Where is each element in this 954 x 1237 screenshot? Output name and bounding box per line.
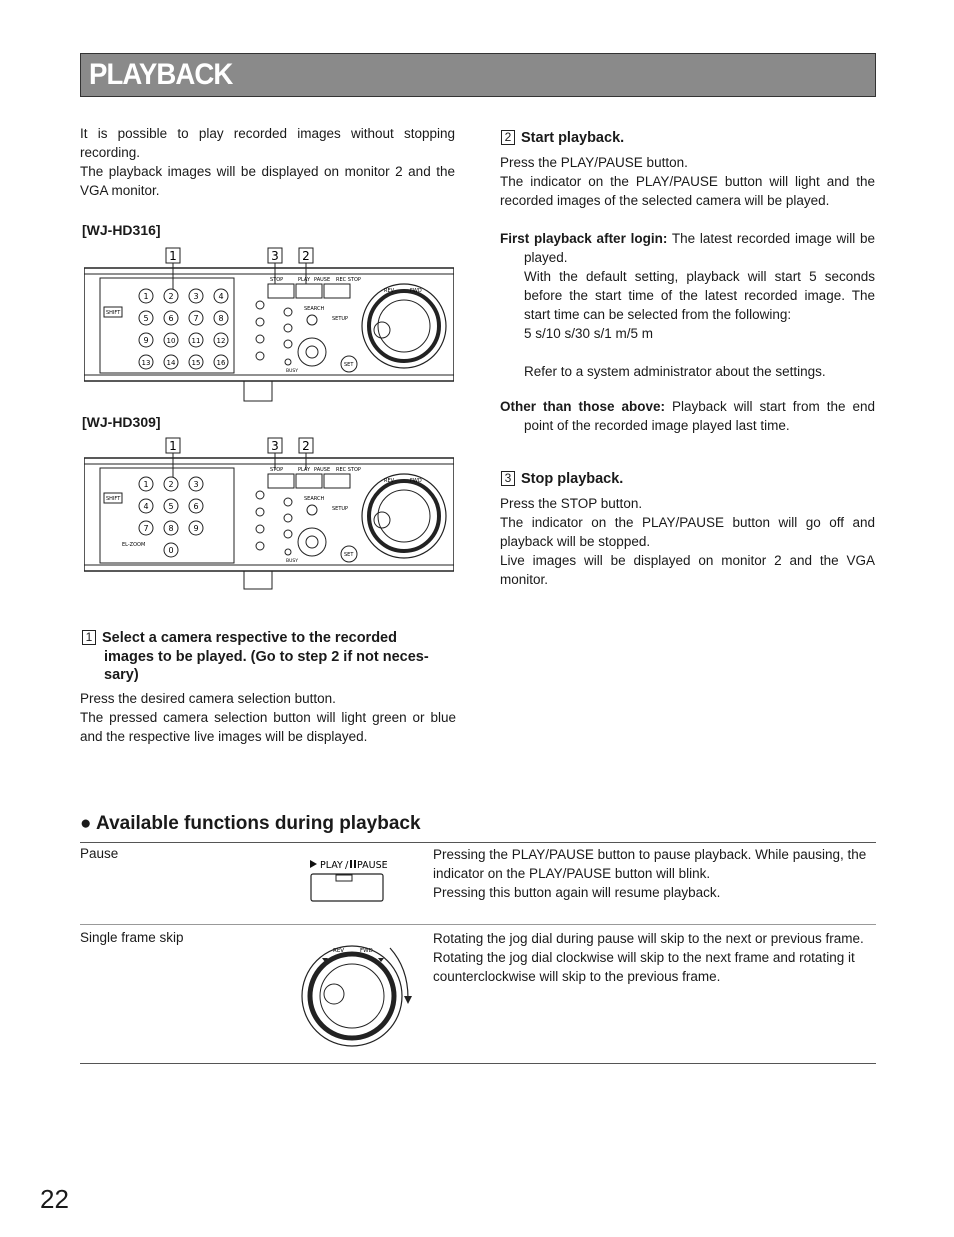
step1-heading <box>82 629 456 685</box>
step3-body-line-2: The indicator on the PLAY/PAUSE button will go off and playback will be stopped. <box>500 515 875 549</box>
hd316-panel-svg <box>84 244 454 404</box>
title-bar <box>80 53 876 97</box>
function-name-pause: Pause <box>80 846 119 861</box>
step2-body <box>500 153 875 210</box>
busy-label: BUSY <box>286 559 298 564</box>
callout-3: 3 <box>271 439 279 453</box>
fwd-label: FWD <box>410 478 422 484</box>
functions-heading: ● Available functions during playback <box>80 813 421 834</box>
step1-body <box>80 689 456 746</box>
callout-1: 1 <box>169 439 177 453</box>
hd316-label: [WJ-HD316] <box>82 222 161 238</box>
step1-body-line-2: The pressed camera selection button will light green or blue and the respective live images will be displayed. <box>80 710 456 744</box>
intro-line-2: The playback images will be displayed on monitor 2 and the VGA monitor. <box>80 164 455 198</box>
hd309-panel-svg <box>84 436 454 596</box>
step3-body-line-1: Press the STOP button. <box>500 496 643 511</box>
setup-label: SETUP <box>332 316 349 322</box>
camera-key-label-14: 14 <box>166 359 176 367</box>
camera-key-label-1: 1 <box>143 480 149 489</box>
camera-key-label-0: 0 <box>168 546 174 555</box>
pause-desc-line-2: Pressing this button again will resume playback. <box>433 885 721 900</box>
svg-text:/: / <box>345 860 349 871</box>
play-label: PLAY <box>298 277 311 283</box>
other-playback-block <box>500 397 875 435</box>
function-name-frame-skip: Single frame skip <box>80 930 184 945</box>
step2-body-line-2: The indicator on the PLAY/PAUSE button will light and the recorded images of the selected camera will be played. <box>500 174 875 208</box>
page-number: 22 <box>40 1184 69 1214</box>
first-playback-block <box>500 229 875 381</box>
hd309-label: [WJ-HD309] <box>82 414 161 430</box>
play-label: PLAY <box>298 467 311 473</box>
pause-label: PAUSE <box>314 467 331 473</box>
step2-heading-text: Start playback. <box>521 130 625 146</box>
step3-body-line-3: Live images will be displayed on monitor 2 and the VGA monitor. <box>500 553 875 587</box>
camera-key-label-8: 8 <box>218 314 224 323</box>
rev-label: REV <box>384 478 395 484</box>
camera-key-label-7: 7 <box>143 524 149 533</box>
step1-heading-line-1: Select a camera respective to the recorded <box>102 630 397 646</box>
camera-key-label-11: 11 <box>191 337 201 345</box>
hd309-panel-figure <box>84 436 454 596</box>
step2-heading <box>501 129 624 148</box>
setup-label: SETUP <box>332 506 349 512</box>
camera-key-label-15: 15 <box>191 359 201 367</box>
callout-3: 3 <box>271 249 279 263</box>
callout-2: 2 <box>302 249 310 263</box>
pause-desc-line-1: Pressing the PLAY/PAUSE button to pause playback. While pausing, the indicator on the PLAY/PAUSE button will blink. <box>433 847 867 881</box>
step3-number: 3 <box>501 471 515 486</box>
camera-key-label-8: 8 <box>168 524 174 533</box>
table-top-rule <box>80 842 876 843</box>
frame-skip-desc-line-1: Rotating the jog dial during pause will skip to the next or previous frame. <box>433 931 864 946</box>
shift-label: SHIFT <box>106 310 121 316</box>
camera-key-label-5: 5 <box>143 314 149 323</box>
camera-key-label-6: 6 <box>168 314 174 323</box>
camera-key-label-13: 13 <box>141 359 151 367</box>
camera-key-label-3: 3 <box>193 480 199 489</box>
step1-heading-line-3: sary) <box>104 667 139 683</box>
hd316-keypad <box>139 289 228 369</box>
pause-icon-play-text: PLAY <box>320 860 343 871</box>
camera-key-label-4: 4 <box>218 292 224 301</box>
intro-text <box>80 124 455 200</box>
shift-label: SHIFT <box>106 496 121 502</box>
callout-1: 1 <box>169 249 177 263</box>
table-bottom-rule <box>80 1063 876 1064</box>
search-label: SEARCH <box>304 496 325 502</box>
camera-key-label-3: 3 <box>193 292 199 301</box>
first-playback-label: First playback after login: <box>500 231 668 246</box>
page-title: PLAYBACK <box>89 58 233 91</box>
stop-label: STOP <box>270 467 284 473</box>
play-pause-button-icon <box>308 856 388 906</box>
step1-number: 1 <box>82 630 96 645</box>
rec-stop-label: REC STOP <box>336 467 361 473</box>
callout-2: 2 <box>302 439 310 453</box>
function-desc-pause <box>433 845 873 902</box>
busy-label: BUSY <box>286 369 298 374</box>
step2-body-line-1: Press the PLAY/PAUSE button. <box>500 155 688 170</box>
el-zoom-label: EL-ZOOM <box>122 542 146 548</box>
first-playback-text: The latest recorded image will be played. <box>524 231 875 265</box>
camera-key-label-2: 2 <box>168 292 174 301</box>
step1-body-line-1: Press the desired camera selection button. <box>80 691 336 706</box>
camera-key-label-12: 12 <box>216 337 226 345</box>
step3-body <box>500 494 875 589</box>
rev-label: REV <box>384 288 395 294</box>
pause-label: PAUSE <box>314 277 331 283</box>
camera-key-label-1: 1 <box>143 292 149 301</box>
first-playback-options: 5 s/10 s/30 s/1 m/5 m <box>524 326 654 341</box>
intro-line-1: It is possible to play recorded images without stopping recording. <box>80 126 455 160</box>
set-label: SET <box>344 552 354 558</box>
other-playback-text: Playback will start from the end point of the recorded image played last time. <box>524 399 875 433</box>
dial-rev-label: REV <box>333 948 345 954</box>
rec-stop-label: REC STOP <box>336 277 361 283</box>
pause-icon-pause-text: PAUSE <box>357 860 388 871</box>
other-playback-label: Other than those above: <box>500 399 665 414</box>
camera-key-label-2: 2 <box>168 480 174 489</box>
search-label: SEARCH <box>304 306 325 312</box>
table-row-divider <box>80 924 876 925</box>
step3-heading <box>501 470 623 489</box>
step3-heading-text: Stop playback. <box>521 471 624 487</box>
camera-key-label-6: 6 <box>193 502 199 511</box>
function-desc-frame-skip <box>433 929 873 986</box>
camera-key-label-5: 5 <box>168 502 174 511</box>
camera-key-label-10: 10 <box>166 337 176 345</box>
dial-fwd-label: FWD <box>360 948 373 954</box>
hd309-keypad <box>139 477 203 557</box>
camera-key-label-7: 7 <box>193 314 199 323</box>
stop-label: STOP <box>270 277 284 283</box>
first-playback-refer: Refer to a system administrator about the settings. <box>524 364 826 379</box>
step1-heading-line-2: images to be played. (Go to step 2 if not neces- <box>104 648 429 665</box>
camera-key-label-4: 4 <box>143 502 149 511</box>
step2-number: 2 <box>501 130 515 145</box>
camera-key-label-9: 9 <box>143 336 149 345</box>
camera-key-label-9: 9 <box>193 524 199 533</box>
hd316-panel-figure <box>84 244 454 404</box>
frame-skip-desc-line-2: Rotating the jog dial clockwise will skip to the next frame and rotating it counterclockwise will skip to the previous frame. <box>433 950 855 984</box>
set-label: SET <box>344 362 354 368</box>
camera-key-label-16: 16 <box>216 359 226 367</box>
jog-dial-icon <box>300 940 416 1052</box>
first-playback-more: With the default setting, playback will start 5 seconds before the start time of the latest recorded image. The start time can be selected from the following: <box>524 269 875 322</box>
fwd-label: FWD <box>410 288 422 294</box>
